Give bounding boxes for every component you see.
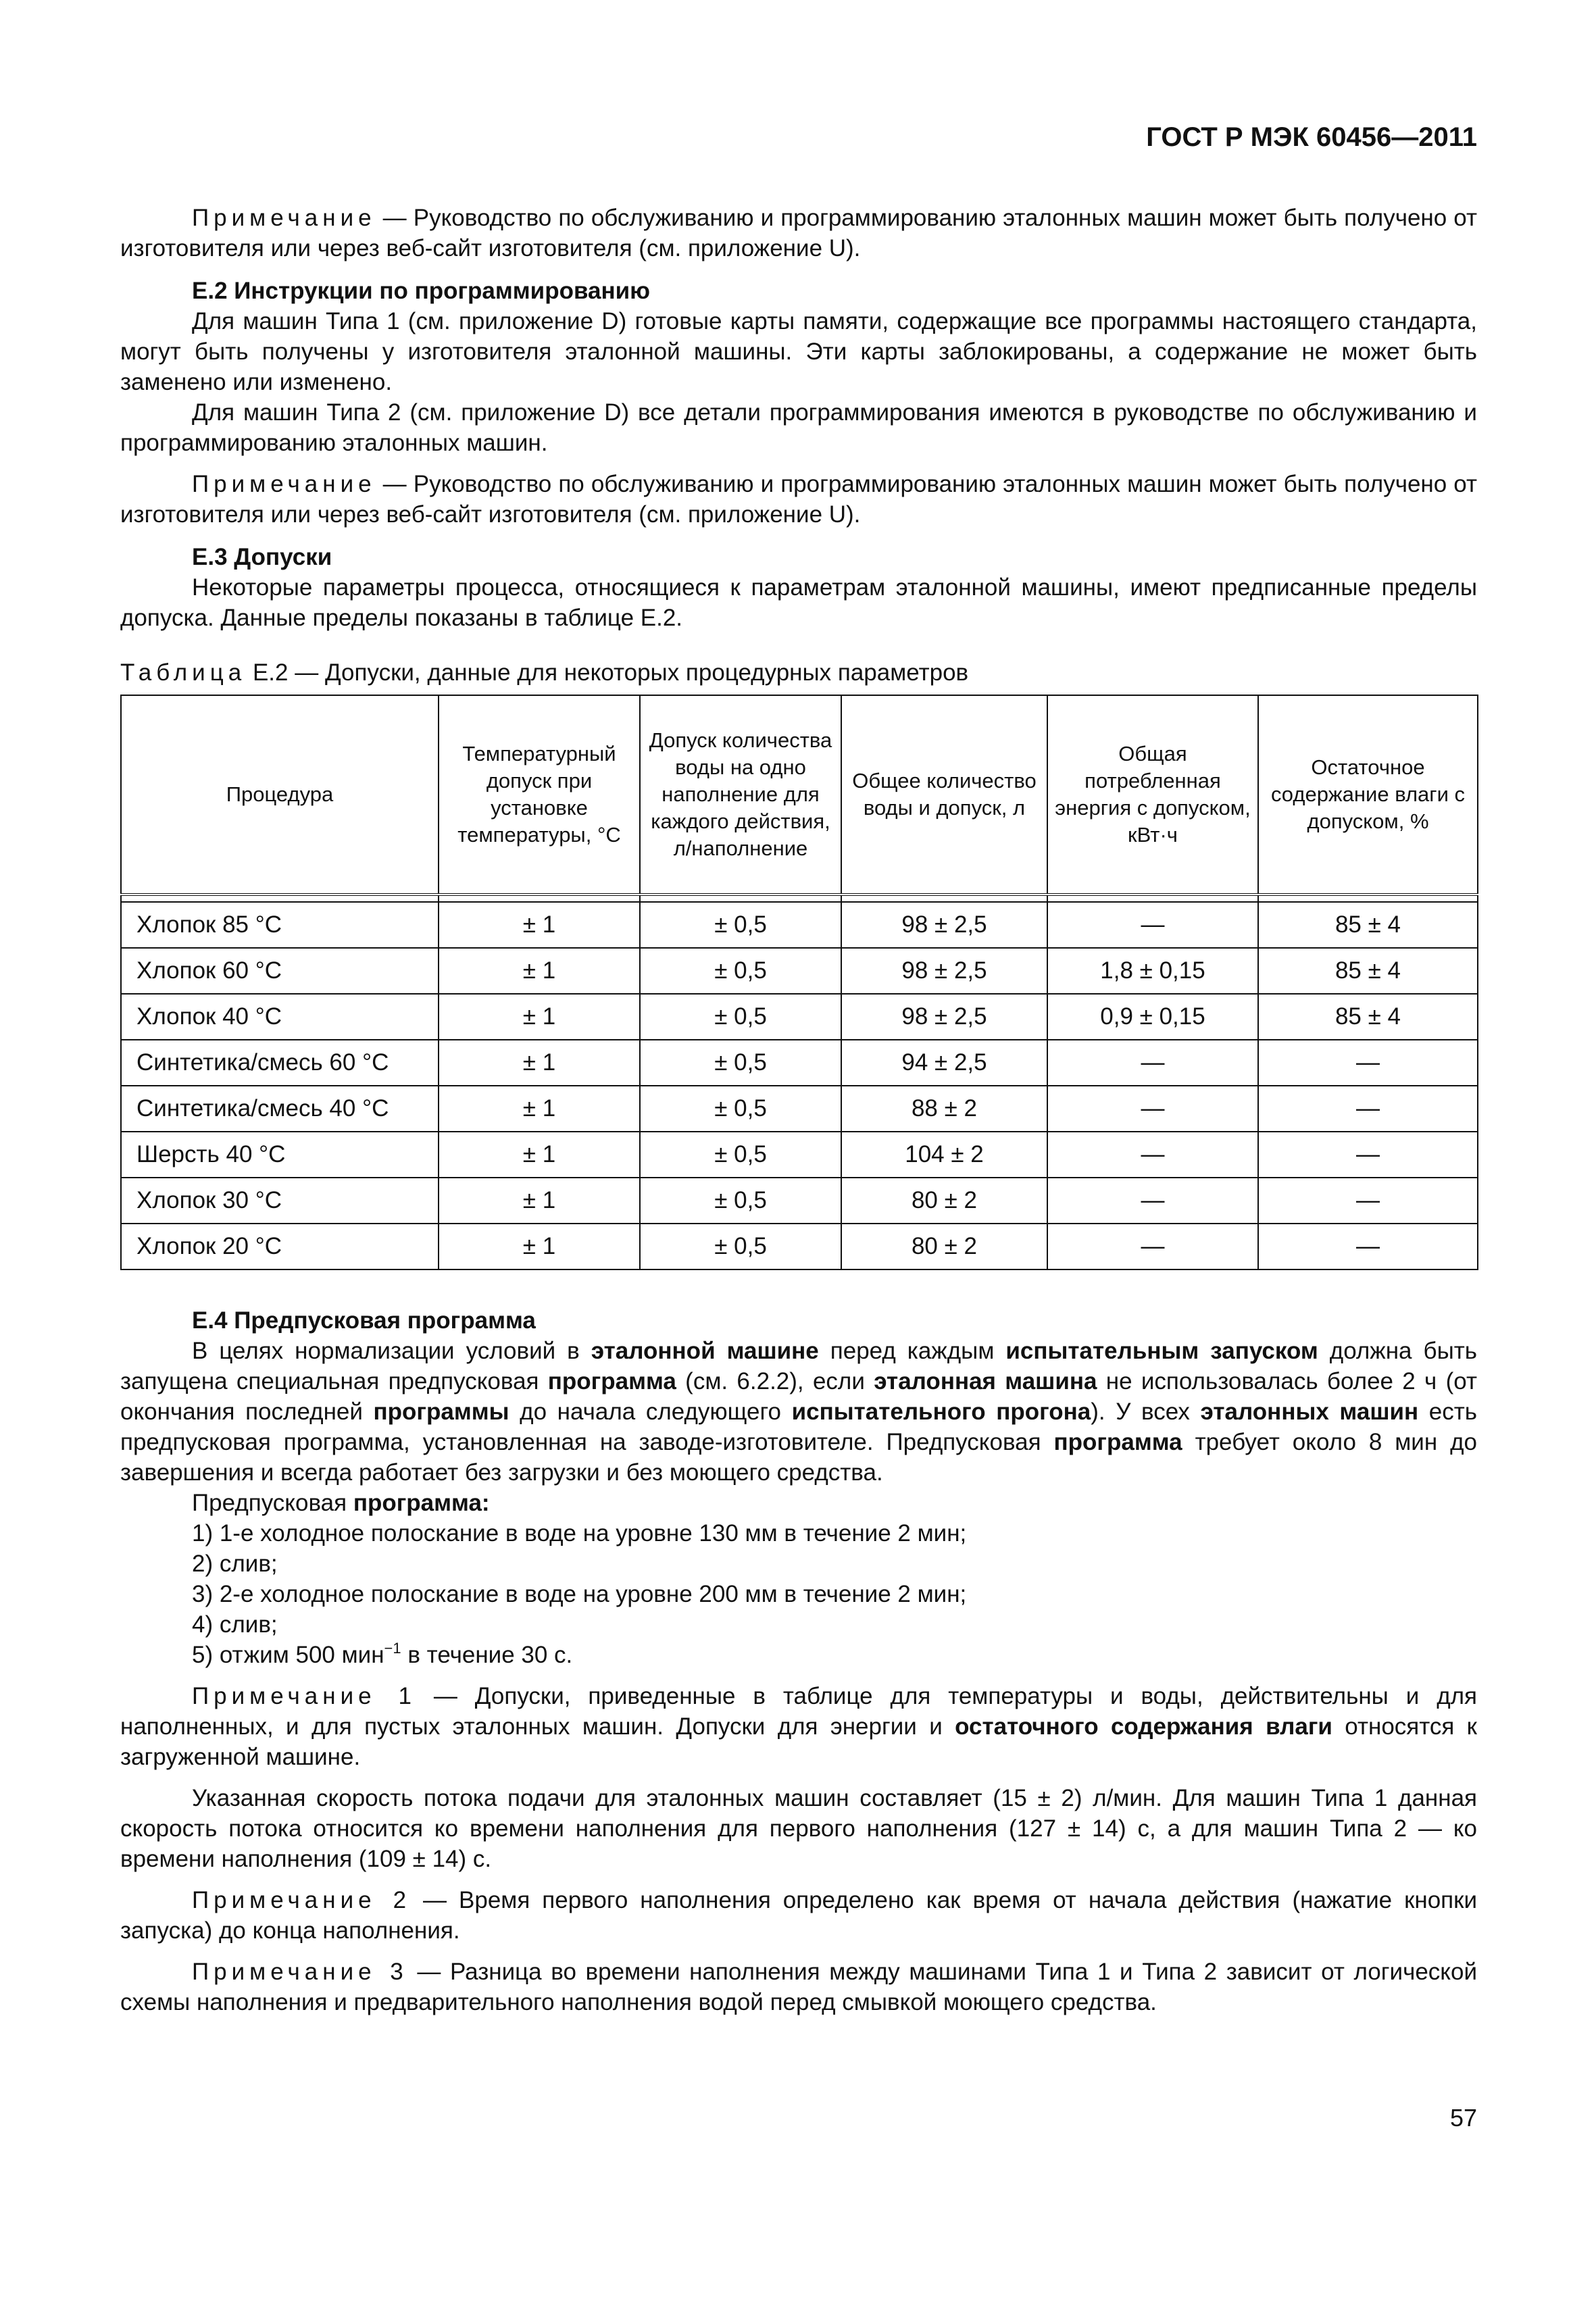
- table-cell: 0,9 ± 0,15: [1047, 994, 1258, 1040]
- table-row: [121, 1040, 1478, 1086]
- table-cell: ± 0,5: [640, 1178, 841, 1224]
- table-cell: Хлопок 85 °C: [121, 902, 439, 948]
- table-cell: —: [1047, 1086, 1258, 1132]
- section-e2-paragraph-1: Для машин Типа 1 (см. приложение D) готовые карты памяти, содержащие все программы настоящего стандарта, могут быть получены у изготовителя эталонной машины. Эти карты заблокированы, а содержание не может быть заменено или изменено.: [120, 308, 1477, 395]
- note-top: [120, 203, 1477, 263]
- note-text: — Руководство по обслуживанию и программированию эталонных машин может быть получено от изготовителя или через веб-сайт изготовителя (см. приложение U).: [120, 471, 1477, 528]
- table-cell: Синтетика/смесь 40 °C: [121, 1086, 439, 1132]
- table-cell: ± 1: [439, 902, 640, 948]
- section-e2-paragraph-2: Для машин Типа 2 (см. приложение D) все детали программирования имеются в руководстве по обслуживанию и программированию эталонных машин.: [120, 399, 1477, 456]
- section-e3-heading: E.3 Допуски: [192, 544, 332, 570]
- header-water-per-fill: Допуск количества воды на одно наполнение для каждого действия, л/наполнение: [640, 695, 841, 895]
- section-e4-note-1: Примечание 1 — Допуски, приведенные в таблице для температуры и воды, действительны и для наполненных, и для пустых эталонных машин. Допуски для энергии и остаточного содержания влаги относятся к загруженной машине.: [120, 1683, 1477, 1770]
- table-cell: ± 1: [439, 1132, 640, 1178]
- table-cell: ± 0,5: [640, 902, 841, 948]
- table-cell: 98 ± 2,5: [841, 902, 1047, 948]
- table-cell: —: [1258, 1086, 1478, 1132]
- table-cell: 98 ± 2,5: [841, 948, 1047, 994]
- table-cell: Хлопок 40 °C: [121, 994, 439, 1040]
- table-row: [121, 1224, 1478, 1269]
- table-cell: —: [1047, 902, 1258, 948]
- header-procedure: Процедура: [121, 695, 439, 895]
- table-caption-label: Таблица: [120, 659, 247, 686]
- table-cell: Синтетика/смесь 60 °C: [121, 1040, 439, 1086]
- table-cell: 85 ± 4: [1258, 902, 1478, 948]
- table-cell: Хлопок 20 °C: [121, 1224, 439, 1269]
- table-row: [121, 1178, 1478, 1224]
- table-cell: ± 0,5: [640, 1040, 841, 1086]
- table-cell: 1,8 ± 0,15: [1047, 948, 1258, 994]
- table-cell: 80 ± 2: [841, 1178, 1047, 1224]
- note-label: Примечание: [192, 471, 376, 497]
- table-cell: ± 1: [439, 994, 640, 1040]
- table-cell: —: [1258, 1178, 1478, 1224]
- section-e4-note-3: Примечание 3 — Разница во времени наполнения между машинами Типа 1 и Типа 2 зависит от логической схемы наполнения и предварительного наполнения водой перед смывкой моющего средства.: [120, 1959, 1478, 2015]
- list-item: 3) 2-е холодное полоскание в воде на уровне 200 мм в течение 2 мин;: [192, 1581, 967, 1607]
- list-item: 2) слив;: [192, 1551, 278, 1577]
- doc-code-header: ГОСТ Р МЭК 60456—2011: [1146, 122, 1477, 152]
- table-cell: 104 ± 2: [841, 1132, 1047, 1178]
- table-cell: 80 ± 2: [841, 1224, 1047, 1269]
- header-total-energy: Общая потребленная энергия с допуском, кВт·ч: [1047, 695, 1258, 895]
- table-caption: [120, 657, 1477, 688]
- section-e4-heading: E.4 Предпусковая программа: [192, 1307, 536, 1334]
- table-cell: —: [1258, 1224, 1478, 1269]
- table-cell: —: [1047, 1132, 1258, 1178]
- prestart-steps-list: [120, 1518, 1477, 1640]
- table-row: [121, 1132, 1478, 1178]
- list-item: 1) 1-е холодное полоскание в воде на уровне 130 мм в течение 2 мин;: [192, 1520, 967, 1546]
- table-cell: —: [1047, 1178, 1258, 1224]
- table-cell: Шерсть 40 °C: [121, 1132, 439, 1178]
- table-cell: ± 0,5: [640, 994, 841, 1040]
- table-row: [121, 948, 1478, 994]
- page-body: [120, 203, 1477, 2017]
- page-number: 57: [1449, 2104, 1477, 2132]
- table-cell: —: [1047, 1040, 1258, 1086]
- table-header-row: [121, 695, 1478, 895]
- table-cell: 85 ± 4: [1258, 948, 1478, 994]
- table-cell: 98 ± 2,5: [841, 994, 1047, 1040]
- table-row: [121, 902, 1478, 948]
- list-item: 4) слив;: [192, 1611, 278, 1638]
- table-cell: ± 0,5: [640, 1224, 841, 1269]
- table-cell: ± 1: [439, 1178, 640, 1224]
- table-row: [121, 994, 1478, 1040]
- tolerance-table: [120, 695, 1478, 1270]
- note-text: — Руководство по обслуживанию и программированию эталонных машин может быть получено от изготовителя или через веб-сайт изготовителя (см. приложение U).: [120, 205, 1477, 261]
- section-e4-note-1-continued: Указанная скорость потока подачи для эталонных машин составляет (15 ± 2) л/мин. Для машин Типа 1 данная скорость потока относится ко времени наполнения для первого наполнения (127 ± 14) с, а для машин Типа 2 — ко времени наполнения (109 ± 14) с.: [120, 1785, 1477, 1872]
- section-e2-note: [120, 469, 1477, 530]
- table-cell: ± 1: [439, 1224, 640, 1269]
- table-row: [121, 1086, 1478, 1132]
- table-cell: 94 ± 2,5: [841, 1040, 1047, 1086]
- table-cell: 85 ± 4: [1258, 994, 1478, 1040]
- table-cell: —: [1258, 1040, 1478, 1086]
- section-e4-paragraph-1: В целях нормализации условий в эталонной машине перед каждым испытательным запуском должна быть запущена специальная предпусковая программа (см. 6.2.2), если эталонная машина не использовалась более 2 ч (от окончания последней программы до начала следующего испытательного прогона). У всех эталонных машин есть предпусковая программа, установленная на заводе-изготовителе. Предпусковая программа требует около 8 мин до завершения и всегда работает без загрузки и без моющего средства.: [120, 1338, 1477, 1486]
- table-cell: ± 1: [439, 1040, 640, 1086]
- table-cell: Хлопок 60 °C: [121, 948, 439, 994]
- table-cell: 88 ± 2: [841, 1086, 1047, 1132]
- table-caption-text: E.2 — Допуски, данные для некоторых процедурных параметров: [246, 659, 969, 686]
- table-cell: ± 0,5: [640, 1086, 841, 1132]
- table-cell: Хлопок 30 °C: [121, 1178, 439, 1224]
- header-total-water: Общее количество воды и допуск, л: [841, 695, 1047, 895]
- table-cell: ± 1: [439, 1086, 640, 1132]
- section-e4-note-2: Примечание 2 — Время первого наполнения определено как время от начала действия (нажатие кнопки запуска) до конца наполнения.: [120, 1887, 1477, 1944]
- section-e4-paragraph-2: Предпусковая программа:: [192, 1490, 490, 1516]
- section-e2-heading: E.2 Инструкции по программированию: [192, 278, 651, 304]
- header-temperature-tolerance: Температурный допуск при установке температуры, °C: [439, 695, 640, 895]
- section-e3-paragraph-1: Некоторые параметры процесса, относящиеся к параметрам эталонной машины, имеют предписанные пределы допуска. Данные пределы показаны в таблице E.2.: [120, 574, 1477, 631]
- table-cell: ± 0,5: [640, 948, 841, 994]
- header-residual-moisture: Остаточное содержание влаги с допуском, %: [1258, 695, 1478, 895]
- table-cell: —: [1047, 1224, 1258, 1269]
- table-cell: ± 0,5: [640, 1132, 841, 1178]
- note-label: Примечание: [192, 205, 376, 231]
- list-item: 5) отжим 500 мин$^{-1}$ в течение 30 с.: [192, 1640, 573, 1668]
- table-cell: ± 1: [439, 948, 640, 994]
- table-separator: [121, 895, 1478, 902]
- table-cell: —: [1258, 1132, 1478, 1178]
